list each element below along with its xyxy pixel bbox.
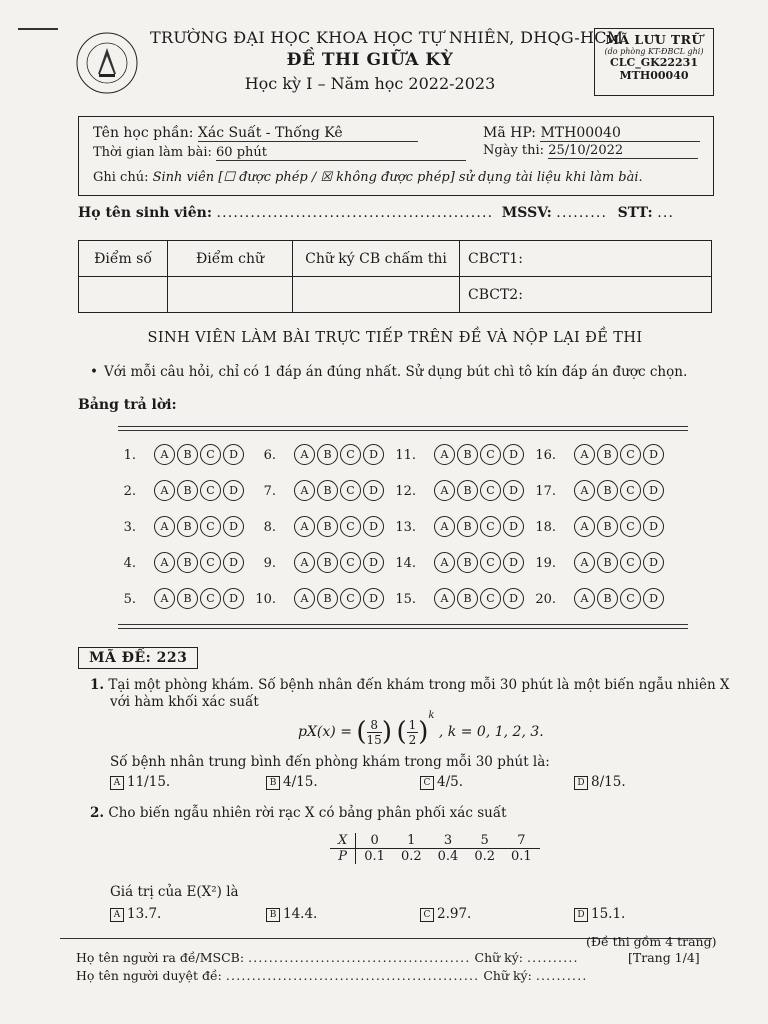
checkbox-icon: C [420,776,434,790]
author-field[interactable]: ........................................... [248,950,471,965]
answer-bubble-c[interactable]: C [340,480,361,501]
university-name: TRƯỜNG ĐẠI HỌC KHOA HỌC TỰ NHIÊN, DHQG-HCM [150,28,624,47]
answer-bubble-d[interactable]: D [223,480,244,501]
archive-title: MÃ LƯU TRỮ [605,32,703,47]
q2-option-d[interactable] [574,906,625,922]
question-number: 1. [123,448,136,463]
checkbox-icon: B [266,776,280,790]
answer-bubble-b[interactable]: B [597,444,618,465]
dist-x: 3 [443,833,453,848]
answer-bubble-b[interactable]: B [457,480,478,501]
answer-bubble-d[interactable]: D [223,588,244,609]
course-info-box [78,116,714,196]
checkbox-icon: A [110,776,124,790]
grade-header-letter: Điểm chữ [168,241,293,277]
answer-bubble-a[interactable]: A [294,516,315,537]
cbct1-label: CBCT1: [460,241,712,277]
answer-bubble-b[interactable]: B [597,516,618,537]
answer-bubble-c[interactable]: C [480,588,501,609]
answer-bubble-d[interactable]: D [643,444,664,465]
q2-option-a[interactable] [110,906,161,922]
q1-number: 1. [90,677,105,693]
student-name-field[interactable]: ................................................. [216,205,494,221]
question-number: 7. [263,484,276,499]
checkbox-icon: B [266,908,280,922]
course-name: Xác Suất - Thống Kê [198,125,418,142]
student-name-label: Họ tên sinh viên: [78,205,213,221]
course-code: MTH00040 [540,125,700,142]
option-text: 8/15. [591,774,626,790]
option-text: 14.4. [283,906,318,922]
dist-x: 5 [480,833,489,848]
paren-close: ) [418,717,429,747]
option-text: 4/5. [437,774,464,790]
q1-option-c[interactable] [420,774,463,790]
instruction [90,364,688,380]
q1-option-a[interactable] [110,774,170,790]
course-name-label: Tên học phần: [93,125,194,141]
answer-bubble-b[interactable]: B [317,480,338,501]
q1-line1 [90,677,730,693]
option-text: 4/15. [283,774,318,790]
student-id-field[interactable]: ......... [556,205,608,221]
grade-score-cell[interactable] [79,277,168,313]
answer-bubble-b[interactable]: B [597,480,618,501]
q1-formula [298,710,544,747]
reviewer-sign-label: Chữ ký: [483,968,532,983]
note-text: Sinh viên [☐ được phép / ☒ không được phép] sử dụng tài liệu khi làm bài. [152,170,643,185]
answer-bubble-a[interactable]: A [574,516,595,537]
answer-bubble-b[interactable]: B [177,480,198,501]
grade-table [78,240,712,313]
answer-bubble-c[interactable]: C [620,516,641,537]
answer-bubble-a[interactable]: A [294,480,315,501]
archive-note: (do phòng KT-ĐBCL ghi) [604,47,704,56]
q2-number: 2. [90,805,105,821]
dist-p: 0.1 [364,849,385,864]
answer-bubble-d[interactable]: D [503,552,524,573]
answer-row [118,516,678,540]
question-number: 19. [535,556,556,571]
answer-bubble-a[interactable]: A [574,552,595,573]
answer-bubble-b[interactable]: B [317,444,338,465]
grade-header-signature: Chữ ký CB chấm thi [293,241,460,277]
q2-question: Giá trị của E(X²) là [110,884,239,900]
stt-field[interactable]: ... [657,205,675,221]
note-label: Ghi chú: [93,170,149,185]
answer-bubble-b[interactable]: B [457,588,478,609]
time-row [93,145,466,161]
answer-bubble-b[interactable]: B [457,516,478,537]
answer-bubble-c[interactable]: C [200,552,221,573]
answer-bubble-c[interactable]: C [480,516,501,537]
q2-text: Cho biến ngẫu nhiên rời rạc X có bảng phân phối xác suất [108,805,507,821]
question-number: 5. [123,592,136,607]
paren-open: ( [396,717,407,747]
answer-row [118,480,678,504]
answer-bubble-a[interactable]: A [154,588,175,609]
dist-x: 0 [370,833,379,848]
archive-code-1: CLC_GK22231 [610,56,698,69]
option-text: 13.7. [127,906,162,922]
dist-p: 0.4 [437,849,459,864]
q1-text2: với hàm khối xác suất [110,694,259,710]
university-logo [74,30,140,96]
frac1-denominator: 15 [366,732,382,747]
student-line [78,205,674,221]
frac2-numerator: 1 [408,717,417,732]
answer-bubble-c[interactable]: C [200,480,221,501]
q1-option-b[interactable] [266,774,318,790]
q1-option-d[interactable] [574,774,626,790]
answer-row [118,552,678,576]
course-code-row [483,125,700,142]
author-sign-label: Chữ ký: [474,950,524,965]
answer-bubble-d[interactable]: D [363,588,384,609]
divider [118,426,688,427]
option-text: 11/15. [127,774,171,790]
dist-p: 0.1 [511,849,532,864]
answer-bubble-a[interactable]: A [434,588,455,609]
answer-bubble-a[interactable]: A [154,552,175,573]
page-number: [Trang 1/4] [628,950,700,965]
answer-bubble-c[interactable]: C [620,552,641,573]
time-label: Thời gian làm bài: [93,145,212,160]
stt-label: STT: [617,205,653,221]
divider [118,430,688,431]
frac2-denominator: 2 [408,732,417,747]
answer-bubble-c[interactable]: C [200,444,221,465]
student-id-label: MSSV: [501,205,552,221]
checkbox-icon: D [574,908,588,922]
dist-x: 7 [517,833,526,848]
question-number: 6. [263,448,276,463]
question-number: 10. [255,592,276,607]
q2-option-b[interactable] [266,906,317,922]
bullet-icon: • [90,364,98,380]
answer-bubble-c[interactable]: C [480,444,501,465]
fraction-2 [407,718,419,747]
answer-bubble-a[interactable]: A [294,588,315,609]
dist-p-label: P [330,849,356,865]
author-label: Họ tên người ra đề/MSCB: [76,950,245,965]
paren-close: ) [381,717,392,747]
archive-code-2: MTH00040 [619,69,689,82]
answer-bubble-b[interactable]: B [597,588,618,609]
author-row [76,950,579,965]
answer-bubble-d[interactable]: D [643,480,664,501]
q1-text1: Tại một phòng khám. Số bệnh nhân đến khám trong mỗi 30 phút là một biến ngẫu nhiên X [108,677,730,693]
checkbox-icon: D [574,776,588,790]
question-number: 17. [535,484,556,499]
answer-bubble-b[interactable]: B [457,552,478,573]
paren-open: ( [356,717,367,747]
answer-bubble-c[interactable]: C [480,552,501,573]
answer-bubble-a[interactable]: A [154,480,175,501]
answer-bubble-d[interactable]: D [363,444,384,465]
question-number: 14. [395,556,416,571]
dist-p: 0.2 [400,849,422,864]
question-number: 18. [535,520,556,535]
distribution-table [330,833,540,864]
course-name-row [93,125,418,142]
answer-bubble-c[interactable]: C [620,588,641,609]
answer-bubble-d[interactable]: D [223,552,244,573]
answer-row [118,588,678,612]
question-number: 3. [123,520,136,535]
answer-bubble-a[interactable]: A [434,480,455,501]
answer-bubble-a[interactable]: A [434,552,455,573]
checkbox-icon: A [110,908,124,922]
question-number: 11. [395,448,416,463]
question-number: 20. [535,592,556,607]
date-row [483,143,698,159]
author-sign-field[interactable]: .......... [527,950,579,965]
answer-bubble-a[interactable]: A [574,444,595,465]
notice: SINH VIÊN LÀM BÀI TRỰC TIẾP TRÊN ĐỀ VÀ NỘP LẠI ĐỀ THI [147,330,643,346]
answer-bubble-c[interactable]: C [200,588,221,609]
exam-title: ĐỀ THI GIỮA KỲ [286,50,454,70]
answer-bubble-c[interactable]: C [200,516,221,537]
exam-code: MÃ ĐỀ: 223 [78,647,198,669]
note-row [93,170,643,185]
answer-bubble-d[interactable]: D [643,552,664,573]
frac1-numerator: 8 [367,718,382,733]
pages-note: (Đề thi gồm 4 trang) [586,934,717,949]
grade-signature-cell[interactable] [293,277,460,313]
reviewer-label: Họ tên người duyệt đề: [76,968,222,983]
question-number: 12. [395,484,416,499]
answer-bubble-a[interactable]: A [154,516,175,537]
answer-bubble-b[interactable]: B [177,552,198,573]
answer-bubble-b[interactable]: B [177,444,198,465]
dist-x-label: X [330,833,356,849]
answer-bubble-d[interactable]: D [503,588,524,609]
answer-bubble-d[interactable]: D [223,444,244,465]
question-number: 2. [123,484,136,499]
date-label: Ngày thi: [483,143,545,158]
answer-bubble-b[interactable]: B [597,552,618,573]
option-text: 2.97. [437,906,472,922]
course-code-label: Mã HP: [483,125,536,141]
dist-x: 1 [407,833,416,848]
answer-bubble-a[interactable]: A [154,444,175,465]
time-value: 60 phút [216,145,466,161]
answer-bubble-d[interactable]: D [363,516,384,537]
dist-p: 0.2 [474,849,496,864]
answer-bubble-c[interactable]: C [620,480,641,501]
corner-mark [18,28,58,30]
fraction-1 [367,718,382,747]
question-number: 13. [395,520,416,535]
archive-box [594,28,714,96]
answer-bubble-d[interactable]: D [363,480,384,501]
grade-letter-cell[interactable] [168,277,293,313]
divider [118,628,688,629]
semester: Học kỳ I – Năm học 2022-2023 [244,74,496,93]
answer-bubble-b[interactable]: B [177,588,198,609]
formula-lhs: pX(x) = [298,724,352,740]
q2-line [90,805,507,821]
answer-bubble-d[interactable]: D [643,516,664,537]
answer-bubble-a[interactable]: A [434,444,455,465]
answer-bubble-a[interactable]: A [434,516,455,537]
answer-bubble-b[interactable]: B [177,516,198,537]
divider [118,624,688,625]
answer-bubble-c[interactable]: C [340,516,361,537]
answer-bubble-b[interactable]: B [317,516,338,537]
question-number: 16. [535,448,556,463]
question-number: 9. [263,556,276,571]
checkbox-icon: C [420,908,434,922]
answer-bubble-c[interactable]: C [340,444,361,465]
answer-bubble-a[interactable]: A [574,480,595,501]
q1-question: Số bệnh nhân trung bình đến phòng khám trong mỗi 30 phút là: [110,754,550,770]
question-number: 8. [263,520,276,535]
exponent: k [428,710,435,721]
instruction-text: Với mỗi câu hỏi, chỉ có 1 đáp án đúng nhất. Sử dụng bút chì tô kín đáp án được chọn. [103,364,688,380]
answer-bubble-b[interactable]: B [457,444,478,465]
answer-bubble-d[interactable]: D [363,552,384,573]
formula-rhs: , k = 0, 1, 2, 3. [438,724,544,740]
answer-bubble-d[interactable]: D [503,480,524,501]
answer-bubble-c[interactable]: C [620,444,641,465]
question-number: 15. [395,592,416,607]
question-number: 4. [123,556,136,571]
answer-sheet-title: Bảng trả lời: [78,397,177,413]
q2-option-c[interactable] [420,906,471,922]
grade-header-score: Điểm số [79,241,168,277]
answer-bubble-c[interactable]: C [340,552,361,573]
answer-row [118,444,678,468]
option-text: 15.1. [591,906,626,922]
answer-bubble-d[interactable]: D [643,588,664,609]
answer-bubble-a[interactable]: A [294,444,315,465]
answer-bubble-d[interactable]: D [503,516,524,537]
answer-bubble-a[interactable]: A [294,552,315,573]
answer-bubble-a[interactable]: A [574,588,595,609]
answer-bubble-b[interactable]: B [317,552,338,573]
reviewer-row [76,968,588,983]
answer-bubble-c[interactable]: C [340,588,361,609]
answer-bubble-d[interactable]: D [503,444,524,465]
reviewer-sign-field[interactable]: .......... [535,968,588,983]
date-value: 25/10/2022 [548,143,698,159]
reviewer-field[interactable]: ................................................. [225,968,480,983]
cbct2-label: CBCT2: [460,277,712,313]
answer-bubble-c[interactable]: C [480,480,501,501]
answer-bubble-b[interactable]: B [317,588,338,609]
answer-bubble-d[interactable]: D [223,516,244,537]
